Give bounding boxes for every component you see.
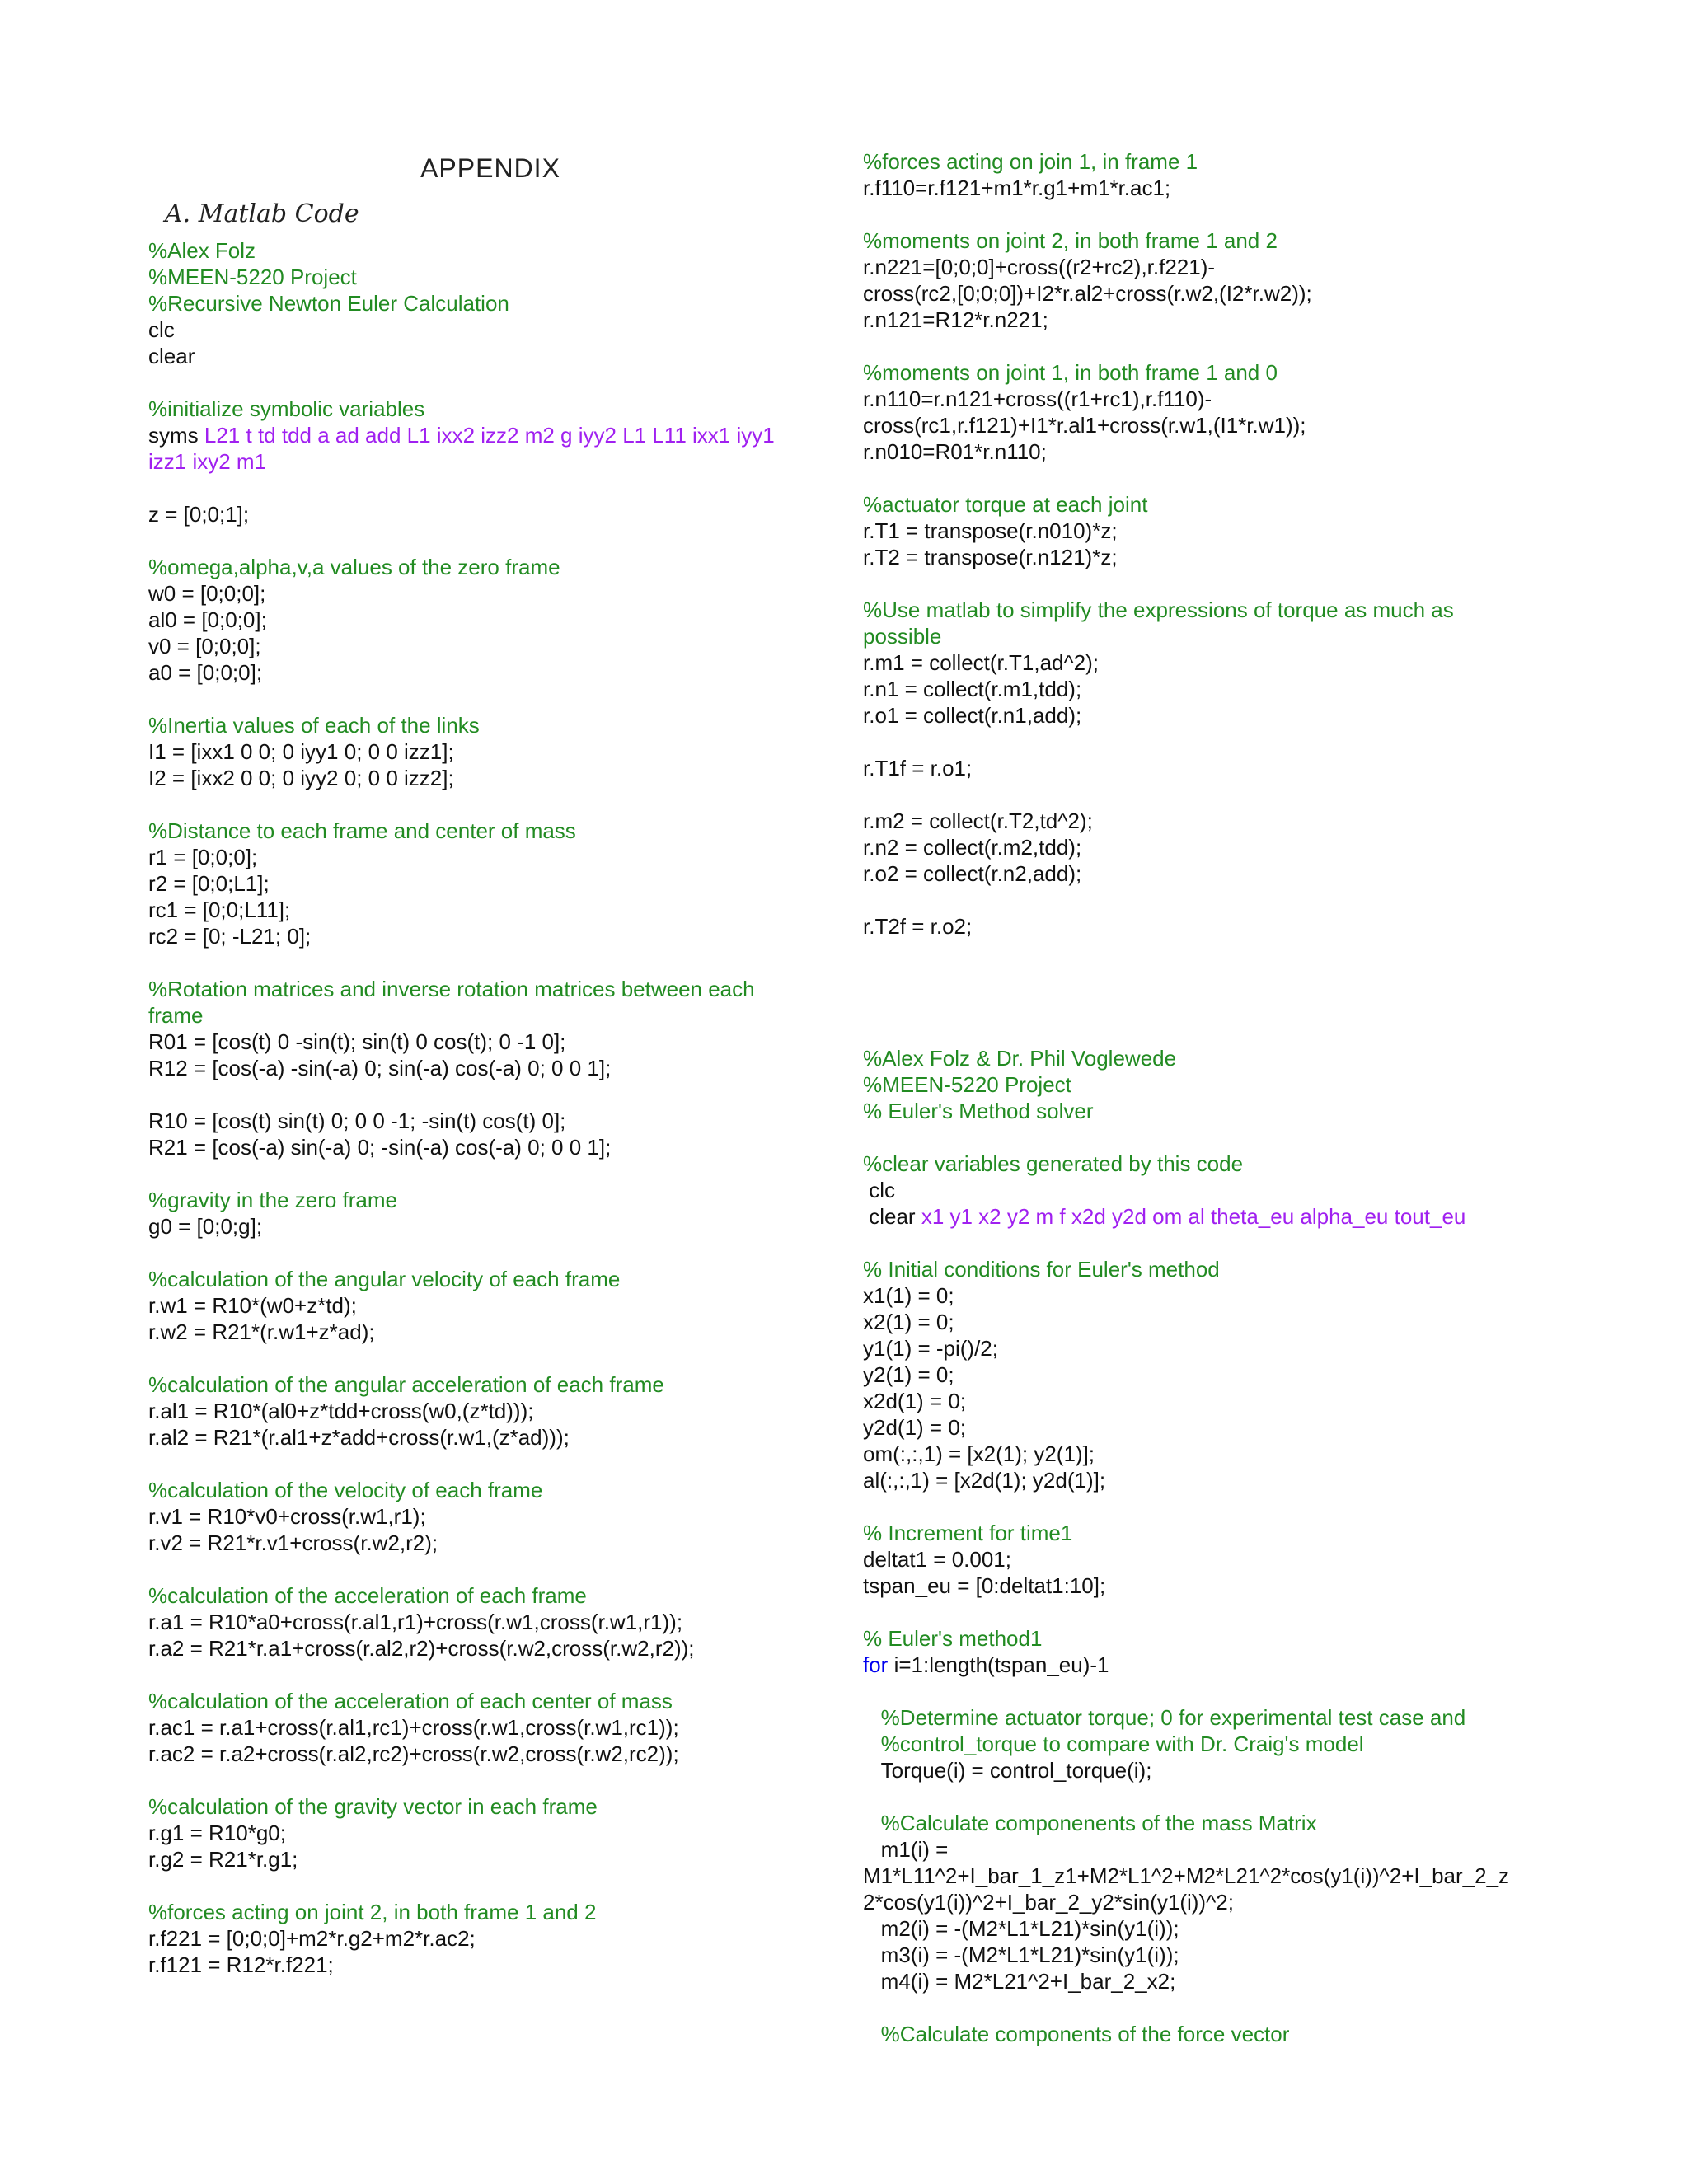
code-line (863, 649, 1555, 676)
code-comment: %MEEN-5220 Project (148, 265, 357, 289)
code-text: x1(1) = 0; (863, 1283, 954, 1308)
code-block (863, 913, 1555, 940)
code-text: al(:,:,1) = [x2d(1); y2d(1)]; (863, 1468, 1106, 1493)
code-block (148, 1793, 832, 1872)
code-line (863, 623, 1555, 649)
code-line (863, 175, 1555, 201)
code-listing-right-bottom (863, 1045, 1555, 2047)
code-text: cross(rc1,r.f121)+I1*r.al1+cross(r.w1,(I1*r.w1)); (863, 413, 1306, 438)
code-line (148, 1952, 832, 1978)
code-line (148, 501, 832, 527)
code-line (148, 633, 832, 659)
code-comment: %forces acting on joint 2, in both frame 1 and 2 (148, 1900, 597, 1924)
code-text: r.n2 = collect(r.m2,tdd); (863, 835, 1082, 860)
code-line (863, 1388, 1555, 1414)
code-text: tspan_eu = [0:deltat1:10]; (863, 1573, 1106, 1598)
code-listing-left (148, 237, 832, 1978)
code-line (148, 1266, 832, 1292)
code-line (863, 1203, 1555, 1230)
code-line (148, 1899, 832, 1925)
code-text: z = [0;0;1]; (148, 502, 250, 527)
code-text: R10 = [cos(t) sin(t) 0; 0 0 -1; -sin(t) cos(t) 0]; (148, 1108, 566, 1133)
code-comment: %calculation of the angular velocity of each frame (148, 1267, 621, 1291)
code-variable: L21 t td tdd a ad add L1 ixx2 izz2 m2 g iyy2 L1 L11 ixx1 iyy1 (204, 423, 775, 448)
code-line (863, 1520, 1555, 1546)
code-line (148, 1793, 832, 1820)
code-block (148, 554, 832, 686)
code-text: clear (148, 344, 195, 368)
code-keyword: for (863, 1652, 894, 1677)
code-text: r.m2 = collect(r.T2,td^2); (863, 808, 1093, 833)
code-text: M1*L11^2+I_bar_1_z1+M2*L1^2+M2*L21^2*cos(y1(i))^2+I_bar_2_z (863, 1863, 1510, 1888)
code-line (148, 1187, 832, 1213)
code-text: r.f110=r.f121+m1*r.g1+m1*r.ac1; (863, 176, 1171, 200)
code-line (148, 1002, 832, 1029)
code-text: r.g2 = R21*r.g1; (148, 1847, 298, 1872)
code-line (148, 1714, 832, 1741)
code-line (148, 844, 832, 870)
code-comment: %Inertia values of each of the links (148, 713, 480, 738)
code-line (148, 422, 832, 448)
code-line (148, 712, 832, 738)
code-line (863, 1731, 1555, 1757)
code-line (863, 1915, 1555, 1942)
code-comment: frame (148, 1003, 204, 1028)
code-text: syms (148, 423, 204, 448)
code-text: a0 = [0;0;0]; (148, 660, 263, 685)
code-text: r.o1 = collect(r.n1,add); (863, 703, 1082, 728)
code-line (863, 1810, 1555, 1836)
code-block (863, 359, 1555, 465)
code-line (863, 1467, 1555, 1493)
code-line (863, 1045, 1555, 1071)
code-block (148, 1899, 832, 1978)
code-line (148, 1424, 832, 1451)
code-text: r.n121=R12*r.n221; (863, 307, 1048, 332)
code-text: clear (863, 1204, 921, 1229)
code-line (863, 1361, 1555, 1388)
code-line (148, 923, 832, 949)
code-line (863, 755, 1555, 781)
code-text: deltat1 = 0.001; (863, 1547, 1011, 1572)
code-line (148, 607, 832, 633)
code-line (148, 976, 832, 1002)
code-line (863, 834, 1555, 860)
code-text: r.T2f = r.o2; (863, 914, 973, 939)
code-line (863, 1652, 1555, 1678)
code-block (148, 237, 832, 369)
code-comment: %Calculate components of the force vector (863, 2022, 1290, 2046)
code-block (863, 1151, 1555, 1230)
code-text: r.T1f = r.o1; (863, 756, 973, 780)
code-text: r.m1 = collect(r.T1,ad^2); (863, 650, 1100, 675)
code-line (148, 316, 832, 343)
code-line (863, 1546, 1555, 1572)
code-block (148, 1477, 832, 1556)
code-line (863, 1151, 1555, 1177)
code-text: R12 = [cos(-a) -sin(-a) 0; sin(-a) cos(-a) 0; 0 0 1]; (148, 1056, 612, 1080)
code-line (863, 702, 1555, 729)
code-comment: %calculation of the velocity of each frame (148, 1478, 543, 1502)
code-text: m1(i) = (863, 1837, 949, 1862)
code-line (863, 1863, 1555, 1889)
code-text: r.w1 = R10*(w0+z*td); (148, 1293, 357, 1318)
code-comment: %calculation of the angular acceleration of each frame (148, 1372, 664, 1397)
code-comment: % Euler's method1 (863, 1626, 1043, 1651)
code-line (148, 1134, 832, 1160)
code-variable: izz1 ixy2 m1 (148, 449, 267, 474)
code-text: y2(1) = 0; (863, 1362, 954, 1387)
code-text: r1 = [0;0;0]; (148, 845, 258, 869)
code-line (148, 1925, 832, 1952)
code-block (863, 1045, 1555, 1124)
code-block (863, 1256, 1555, 1493)
code-line (148, 580, 832, 607)
code-text: r2 = [0;0;L1]; (148, 871, 270, 896)
code-line (863, 491, 1555, 518)
code-text: y1(1) = -pi()/2; (863, 1336, 998, 1361)
code-line (863, 412, 1555, 438)
code-line (863, 1757, 1555, 1783)
section-gap (863, 966, 1555, 1045)
code-text: r.al2 = R21*(r.al1+z*add+cross(r.w1,(z*ad))); (148, 1425, 570, 1450)
code-text: r.n1 = collect(r.m1,tdd); (863, 677, 1082, 701)
code-line (863, 676, 1555, 702)
code-comment: %Calculate componenents of the mass Matrix (863, 1811, 1317, 1835)
code-block (148, 1187, 832, 1240)
code-block (863, 597, 1555, 729)
code-block (148, 1688, 832, 1767)
code-text: I2 = [ixx2 0 0; 0 iyy2 0; 0 0 izz2]; (148, 766, 454, 790)
code-line (863, 1942, 1555, 1968)
code-line (863, 307, 1555, 333)
code-line (148, 1108, 832, 1134)
code-block (148, 1108, 832, 1160)
code-text: m2(i) = -(M2*L1*L21)*sin(y1(i)); (863, 1916, 1179, 1941)
code-text: R21 = [cos(-a) sin(-a) 0; -sin(-a) cos(-a) 0; 0 0 1]; (148, 1135, 612, 1160)
code-text: i=1:length(tspan_eu)-1 (893, 1652, 1109, 1677)
code-line (148, 1635, 832, 1661)
code-line (863, 1256, 1555, 1282)
code-line (148, 1292, 832, 1319)
code-text: al0 = [0;0;0]; (148, 607, 267, 632)
code-block (148, 396, 832, 475)
code-line (863, 1309, 1555, 1335)
code-text: r.ac1 = r.a1+cross(r.al1,rc1)+cross(r.w1,cross(r.w1,rc1)); (148, 1715, 679, 1740)
code-listing-right-top (863, 148, 1555, 940)
code-line (148, 818, 832, 844)
code-line (148, 870, 832, 897)
code-text: r.v1 = R10*v0+cross(r.w1,r1); (148, 1504, 426, 1529)
code-variable: x1 y1 x2 y2 m f x2d y2d om al theta_eu alpha_eu tout_eu (921, 1204, 1466, 1229)
code-line (148, 897, 832, 923)
code-comment: %Alex Folz & Dr. Phil Voglewede (863, 1046, 1177, 1071)
code-line (863, 808, 1555, 834)
code-line (148, 290, 832, 316)
code-block (148, 1371, 832, 1451)
code-text: g0 = [0;0;g]; (148, 1214, 263, 1239)
code-line (148, 554, 832, 580)
code-text: r.n221=[0;0;0]+cross((r2+rc2),r.f221)- (863, 255, 1216, 279)
code-text: r.o2 = collect(r.n2,add); (863, 861, 1082, 886)
code-line (148, 1029, 832, 1055)
code-line (148, 765, 832, 791)
code-line (863, 1704, 1555, 1731)
code-comment: %actuator torque at each joint (863, 492, 1148, 517)
code-text: r.w2 = R21*(r.w1+z*ad); (148, 1319, 375, 1344)
code-line (863, 1836, 1555, 1863)
code-text: m3(i) = -(M2*L1*L21)*sin(y1(i)); (863, 1943, 1179, 1967)
code-comment: %initialize symbolic variables (148, 396, 425, 421)
code-line (863, 359, 1555, 386)
code-line (863, 1335, 1555, 1361)
code-line (863, 518, 1555, 544)
code-comment: % Initial conditions for Euler's method (863, 1257, 1220, 1282)
code-block (863, 1704, 1555, 1783)
code-line (863, 1071, 1555, 1098)
code-comment: %Distance to each frame and center of mass (148, 818, 576, 843)
code-line (863, 597, 1555, 623)
code-block (863, 227, 1555, 333)
code-comment: %calculation of the acceleration of each center of mass (148, 1689, 673, 1713)
code-comment: %omega,alpha,v,a values of the zero frame (148, 555, 560, 579)
code-text: r.T1 = transpose(r.n010)*z; (863, 518, 1118, 543)
matlab-code-subheading: A. Matlab Code (165, 199, 359, 228)
code-line (148, 1371, 832, 1398)
code-line (148, 264, 832, 290)
code-text: r.ac2 = r.a2+cross(r.al2,rc2)+cross(r.w2,cross(r.w2,rc2)); (148, 1741, 679, 1766)
code-comment: %Use matlab to simplify the expressions of torque as much as (863, 598, 1454, 622)
code-comment: %clear variables generated by this code (863, 1151, 1244, 1176)
code-text: r.al1 = R10*(al0+z*tdd+cross(w0,(z*td))); (148, 1399, 534, 1423)
code-comment: possible (863, 624, 942, 649)
code-comment: %Alex Folz (148, 238, 256, 263)
code-text: r.a1 = R10*a0+cross(r.al1,r1)+cross(r.w1,cross(r.w1,r1)); (148, 1610, 683, 1634)
code-line (863, 280, 1555, 307)
code-text: x2d(1) = 0; (863, 1389, 967, 1413)
code-line (863, 1441, 1555, 1467)
code-line (148, 1609, 832, 1635)
code-block (148, 1266, 832, 1345)
code-line (148, 738, 832, 765)
code-line (863, 1282, 1555, 1309)
code-line (863, 2021, 1555, 2047)
code-line (148, 1477, 832, 1503)
code-comment: %Rotation matrices and inverse rotation matrices between each (148, 977, 755, 1001)
code-block (863, 148, 1555, 201)
code-block (148, 976, 832, 1081)
code-block (148, 1582, 832, 1661)
code-text: Torque(i) = control_torque(i); (863, 1758, 1152, 1783)
code-text: I1 = [ixx1 0 0; 0 iyy1 0; 0 0 izz1]; (148, 739, 454, 764)
code-line (863, 1098, 1555, 1124)
code-line (863, 1968, 1555, 1994)
code-text: clc (148, 317, 175, 342)
code-comment: %moments on joint 1, in both frame 1 and 0 (863, 360, 1278, 385)
code-block (863, 1625, 1555, 1678)
code-line (148, 396, 832, 422)
code-line (148, 1319, 832, 1345)
code-comment: %Recursive Newton Euler Calculation (148, 291, 509, 316)
code-text: om(:,:,1) = [x2(1); y2(1)]; (863, 1441, 1095, 1466)
code-comment: %MEEN-5220 Project (863, 1072, 1071, 1097)
code-comment: %moments on joint 2, in both frame 1 and 2 (863, 228, 1278, 253)
code-line (148, 1741, 832, 1767)
code-line (148, 1582, 832, 1609)
code-block (148, 818, 832, 949)
code-text: w0 = [0;0;0]; (148, 581, 266, 606)
code-text: v0 = [0;0;0]; (148, 634, 261, 658)
code-text: 2*cos(y1(i))^2+I_bar_2_y2*sin(y1(i))^2; (863, 1890, 1234, 1915)
code-text: m4(i) = M2*L21^2+I_bar_2_x2; (863, 1969, 1176, 1994)
code-line (863, 913, 1555, 940)
code-line (148, 659, 832, 686)
code-line (863, 254, 1555, 280)
code-line (863, 1572, 1555, 1599)
code-line (863, 544, 1555, 570)
code-line (148, 1688, 832, 1714)
code-line (148, 1503, 832, 1530)
code-comment: % Increment for time1 (863, 1521, 1073, 1545)
code-line (863, 227, 1555, 254)
code-line (863, 438, 1555, 465)
code-line (148, 1055, 832, 1081)
code-comment: %calculation of the gravity vector in each frame (148, 1794, 598, 1819)
code-line (863, 1625, 1555, 1652)
code-block (863, 1810, 1555, 1994)
code-line (148, 1530, 832, 1556)
code-line (148, 237, 832, 264)
code-text: r.v2 = R21*r.v1+cross(r.w2,r2); (148, 1530, 438, 1555)
code-comment: % Euler's Method solver (863, 1099, 1094, 1123)
code-block (863, 755, 1555, 781)
code-line (863, 148, 1555, 175)
code-line (863, 386, 1555, 412)
code-line (148, 1398, 832, 1424)
code-text: r.f221 = [0;0;0]+m2*r.g2+m2*r.ac2; (148, 1926, 476, 1951)
code-block (148, 501, 832, 527)
code-block (863, 491, 1555, 570)
code-comment: %forces acting on join 1, in frame 1 (863, 149, 1198, 174)
code-text: rc1 = [0;0;L11]; (148, 898, 291, 922)
appendix-heading: APPENDIX (420, 153, 560, 183)
code-block (863, 1520, 1555, 1599)
right-column (863, 148, 1555, 2074)
code-block (863, 808, 1555, 887)
code-text: x2(1) = 0; (863, 1310, 954, 1334)
code-line (148, 1820, 832, 1846)
left-column (148, 148, 832, 2004)
code-line (148, 1846, 832, 1872)
code-comment: %gravity in the zero frame (148, 1188, 398, 1212)
code-line (863, 860, 1555, 887)
code-text: r.n010=R01*r.n110; (863, 439, 1047, 464)
code-line (148, 1213, 832, 1240)
code-line (148, 343, 832, 369)
code-block (863, 2021, 1555, 2047)
code-text: clc (863, 1178, 896, 1202)
code-comment: %calculation of the acceleration of each frame (148, 1583, 587, 1608)
code-line (863, 1889, 1555, 1915)
code-text: r.T2 = transpose(r.n121)*z; (863, 545, 1118, 569)
code-comment: %control_torque to compare with Dr. Craig's model (863, 1732, 1364, 1756)
code-text: R01 = [cos(t) 0 -sin(t); sin(t) 0 cos(t); 0 -1 0]; (148, 1029, 566, 1054)
code-comment: %Determine actuator torque; 0 for experimental test case and (863, 1705, 1466, 1730)
code-block (148, 712, 832, 791)
code-line (863, 1414, 1555, 1441)
code-text: cross(rc2,[0;0;0])+I2*r.al2+cross(r.w2,(I2*r.w2)); (863, 281, 1312, 306)
code-text: r.f121 = R12*r.f221; (148, 1952, 334, 1977)
code-text: rc2 = [0; -L21; 0]; (148, 924, 312, 949)
code-text: r.a2 = R21*r.a1+cross(r.al2,r2)+cross(r.w2,cross(r.w2,r2)); (148, 1636, 695, 1661)
code-line (148, 448, 832, 475)
code-text: r.g1 = R10*g0; (148, 1821, 286, 1845)
code-text: y2d(1) = 0; (863, 1415, 967, 1440)
code-text: r.n110=r.n121+cross((r1+rc1),r.f110)- (863, 387, 1212, 411)
code-line (863, 1177, 1555, 1203)
